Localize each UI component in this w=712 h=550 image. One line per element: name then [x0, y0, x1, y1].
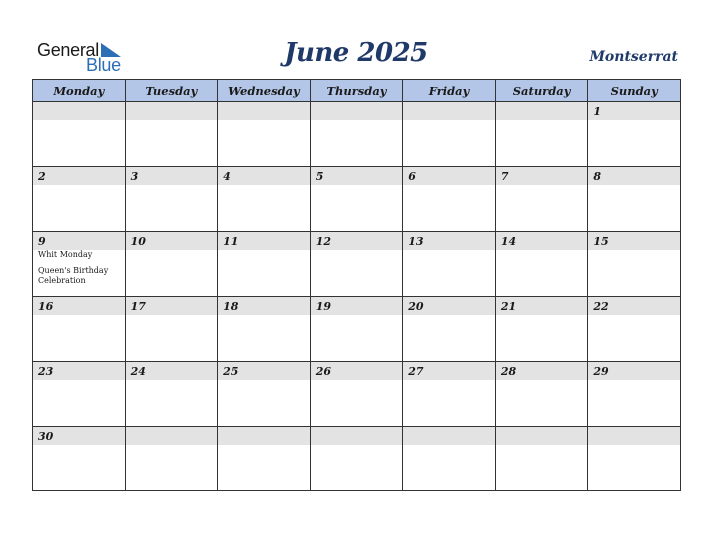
day-number: 4	[218, 167, 310, 185]
day-cell	[495, 362, 588, 427]
day-cell	[33, 297, 126, 362]
weekday-header: Saturday	[495, 80, 588, 102]
day-cell	[588, 232, 681, 297]
calendar-title: June 2025	[284, 38, 428, 68]
day-cell	[310, 297, 403, 362]
weekday-header: Monday	[33, 80, 126, 102]
day-cell	[310, 167, 403, 232]
day-number: 23	[33, 362, 125, 380]
day-number: 14	[496, 232, 588, 250]
holiday-label: Queen's Birthday Celebration	[38, 266, 109, 285]
day-cell	[495, 102, 588, 167]
day-number	[33, 102, 125, 120]
weekday-header: Wednesday	[218, 80, 311, 102]
weekday-header: Friday	[403, 80, 496, 102]
day-cell	[125, 427, 218, 491]
day-number: 13	[403, 232, 495, 250]
day-number: 3	[126, 167, 218, 185]
day-cell	[403, 102, 496, 167]
day-number: 19	[311, 297, 403, 315]
day-number: 16	[33, 297, 125, 315]
day-cell	[125, 102, 218, 167]
day-cell	[125, 297, 218, 362]
day-cell	[310, 102, 403, 167]
day-cell	[403, 427, 496, 491]
day-cell	[310, 362, 403, 427]
day-number	[496, 427, 588, 445]
day-cell	[218, 297, 311, 362]
day-cell	[310, 232, 403, 297]
day-cell	[33, 167, 126, 232]
day-cell	[218, 232, 311, 297]
day-cell	[218, 427, 311, 491]
day-cell	[588, 362, 681, 427]
day-number: 21	[496, 297, 588, 315]
week-row	[33, 102, 681, 167]
logo-word-general: General	[37, 40, 99, 60]
weekday-header: Sunday	[588, 80, 681, 102]
day-cell	[495, 167, 588, 232]
day-number: 28	[496, 362, 588, 380]
day-number: 20	[403, 297, 495, 315]
region-label: Montserrat	[589, 49, 678, 65]
day-cell	[125, 362, 218, 427]
day-number	[126, 427, 218, 445]
day-cell	[125, 232, 218, 297]
day-cell	[33, 427, 126, 491]
day-cell	[218, 102, 311, 167]
day-number: 22	[588, 297, 680, 315]
day-cell	[403, 167, 496, 232]
day-number	[311, 102, 403, 120]
week-row	[33, 167, 681, 232]
week-row	[33, 362, 681, 427]
day-number: 12	[311, 232, 403, 250]
day-number: 29	[588, 362, 680, 380]
day-cell	[495, 232, 588, 297]
day-cell	[403, 232, 496, 297]
day-cell	[403, 297, 496, 362]
day-cell	[33, 232, 126, 297]
day-number: 27	[403, 362, 495, 380]
day-number: 10	[126, 232, 218, 250]
day-number	[126, 102, 218, 120]
day-cell	[495, 297, 588, 362]
day-number: 11	[218, 232, 310, 250]
day-cell	[218, 167, 311, 232]
day-number	[403, 427, 495, 445]
week-row	[33, 232, 681, 297]
day-number: 7	[496, 167, 588, 185]
weekday-header-row	[33, 80, 681, 102]
day-number: 5	[311, 167, 403, 185]
day-number: 18	[218, 297, 310, 315]
day-number	[218, 102, 310, 120]
day-number: 26	[311, 362, 403, 380]
day-number: 1	[588, 102, 680, 120]
logo-word-blue: Blue	[86, 55, 121, 75]
day-cell	[588, 427, 681, 491]
holiday-label: Whit Monday	[38, 250, 93, 259]
day-number	[588, 427, 680, 445]
day-number: 24	[126, 362, 218, 380]
day-number	[218, 427, 310, 445]
day-number	[311, 427, 403, 445]
weekday-header: Tuesday	[125, 80, 218, 102]
day-number: 2	[33, 167, 125, 185]
calendar-grid	[32, 79, 681, 491]
day-cell	[218, 362, 311, 427]
day-cell	[588, 102, 681, 167]
day-number: 30	[33, 427, 125, 445]
week-row	[33, 297, 681, 362]
day-cell	[588, 297, 681, 362]
weekday-header: Thursday	[310, 80, 403, 102]
day-number	[496, 102, 588, 120]
day-cell	[33, 362, 126, 427]
day-cell	[33, 102, 126, 167]
day-number: 6	[403, 167, 495, 185]
day-number: 25	[218, 362, 310, 380]
day-cell	[125, 167, 218, 232]
day-cell	[588, 167, 681, 232]
day-number: 9	[33, 232, 125, 250]
week-row	[33, 427, 681, 491]
day-number	[403, 102, 495, 120]
day-number: 8	[588, 167, 680, 185]
day-number: 17	[126, 297, 218, 315]
day-cell	[495, 427, 588, 491]
holiday-list	[33, 250, 125, 286]
day-cell	[310, 427, 403, 491]
day-cell	[403, 362, 496, 427]
day-number: 15	[588, 232, 680, 250]
